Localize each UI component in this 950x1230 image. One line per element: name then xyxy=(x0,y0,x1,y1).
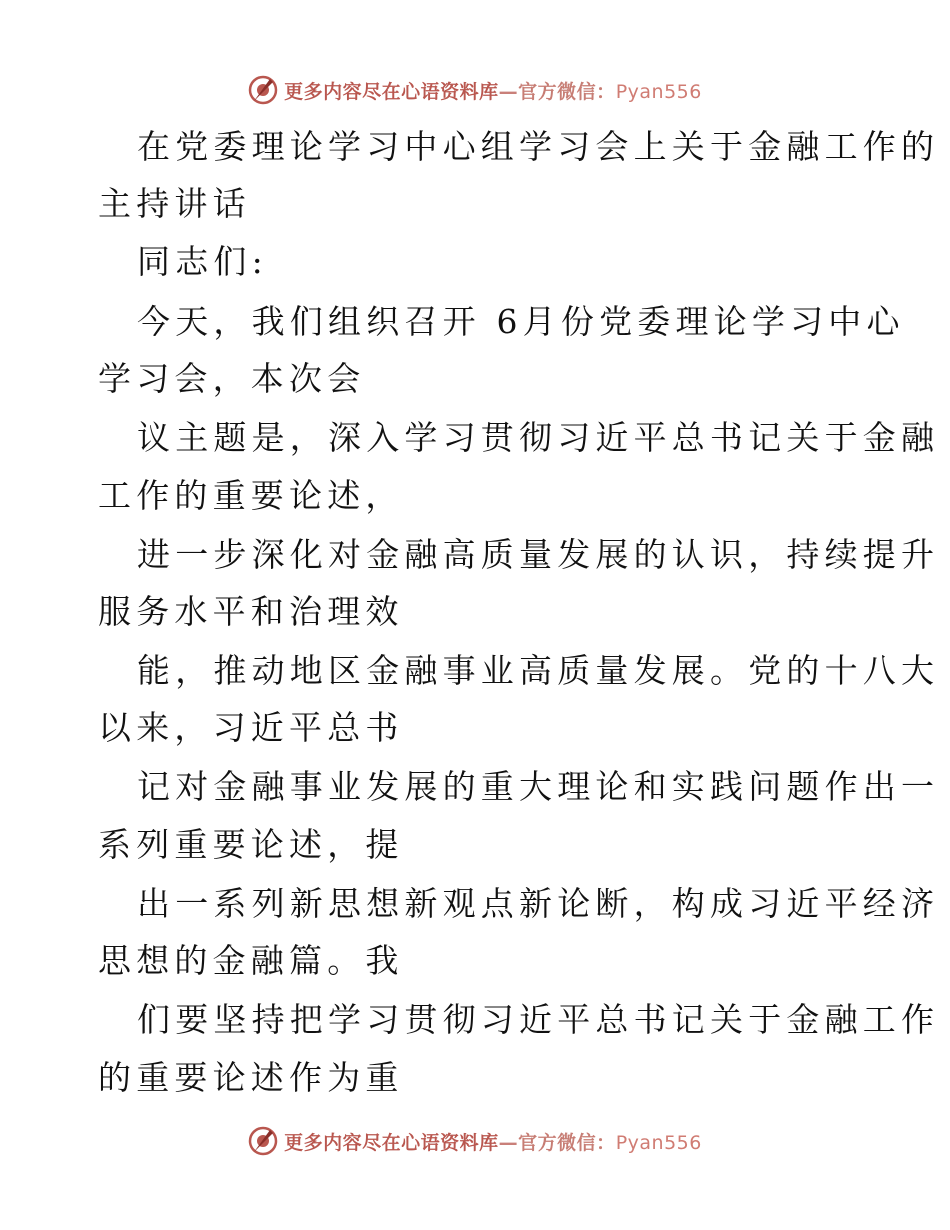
paragraph-line: 今天，我们组织召开 6月份党委理论学习中心 xyxy=(137,302,905,341)
paragraph-line: 进一步深化对金融高质量发展的认识，持续提升 xyxy=(137,535,940,574)
watermark-site-name: 更多内容尽在心语资料库 xyxy=(284,1131,499,1154)
watermark-dash: — xyxy=(498,1131,519,1154)
watermark-site-name: 更多内容尽在心语资料库 xyxy=(284,80,499,103)
title-line-2: 主持讲话 xyxy=(98,184,251,223)
paragraph-line: 的重要论述作为重 xyxy=(98,1058,404,1097)
paragraph-line: 工作的重要论述， xyxy=(98,476,404,515)
quill-logo-icon xyxy=(248,1126,278,1156)
paragraph-line: 记对金融事业发展的重大理论和实践问题作出一 xyxy=(137,767,940,806)
paragraph-line: 学习会，本次会 xyxy=(98,359,366,398)
watermark-wechat-id: Pyan556 xyxy=(615,80,702,103)
watermark-wechat-id: Pyan556 xyxy=(615,1131,702,1154)
paragraph-line: 以来，习近平总书 xyxy=(98,708,404,747)
footer-watermark xyxy=(0,1121,950,1161)
paragraph-line: 能，推动地区金融事业高质量发展。党的十八大 xyxy=(137,651,940,690)
paragraph-line: 议主题是，深入学习贯彻习近平总书记关于金融 xyxy=(137,418,940,457)
title-line-1: 在党委理论学习中心组学习会上关于金融工作的 xyxy=(137,127,940,166)
paragraph-line: 思想的金融篇。我 xyxy=(98,941,404,980)
watermark-wechat-label: 官方微信： xyxy=(518,1131,616,1154)
salutation: 同志们: xyxy=(137,242,268,281)
paragraph-line: 服务水平和治理效 xyxy=(98,592,404,631)
watermark-wechat-label: 官方微信： xyxy=(518,80,616,103)
paragraph-line: 系列重要论述，提 xyxy=(98,825,404,864)
watermark-dash: — xyxy=(498,80,519,103)
paragraph-line: 们要坚持把学习贯彻习近平总书记关于金融工作 xyxy=(137,1000,940,1039)
paragraph-line: 出一系列新思想新观点新论断，构成习近平经济 xyxy=(137,884,940,923)
